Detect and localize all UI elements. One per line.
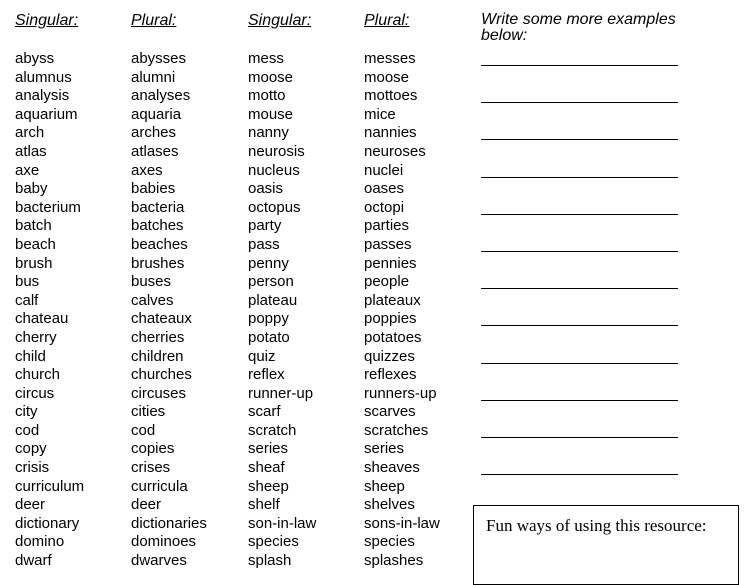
word-item: children: [131, 347, 184, 365]
word-item: buses: [131, 273, 172, 291]
word-item: potato: [248, 328, 290, 346]
plural-column-2: [364, 12, 440, 571]
word-item: people: [364, 273, 410, 291]
word-item: chateau: [15, 310, 69, 328]
word-item: deer: [15, 496, 46, 514]
word-item: shelves: [364, 496, 415, 514]
word-item: sheep: [248, 477, 289, 495]
word-item: son-in-law: [248, 514, 317, 532]
word-item: cod: [131, 421, 156, 439]
writing-line[interactable]: [481, 437, 678, 474]
word-item: poppy: [248, 310, 289, 328]
writing-line[interactable]: [481, 251, 678, 288]
word-item: neurosis: [248, 142, 305, 160]
word-item: brush: [15, 254, 53, 272]
word-item: pass: [248, 235, 280, 253]
word-item: cherries: [131, 328, 185, 346]
word-item: crisis: [15, 459, 50, 477]
word-item: arch: [15, 124, 45, 142]
word-item: curriculum: [15, 477, 85, 495]
word-item: dwarves: [131, 552, 187, 570]
word-item: child: [15, 347, 46, 365]
word-item: circuses: [131, 384, 187, 402]
word-item: reflexes: [364, 366, 417, 384]
singular-column-1: [15, 12, 84, 571]
word-item: moose: [364, 68, 410, 86]
word-list: [15, 50, 84, 571]
column-header: Plural:: [364, 12, 410, 29]
writing-line[interactable]: [481, 177, 678, 214]
column-header: Singular:: [15, 12, 79, 29]
word-item: sheaf: [248, 459, 285, 477]
word-item: runners-up: [364, 384, 437, 402]
word-item: chateaux: [131, 310, 192, 328]
word-item: poppies: [364, 310, 417, 328]
word-item: batches: [131, 217, 184, 235]
word-item: quizzes: [364, 347, 415, 365]
word-item: axe: [15, 161, 40, 179]
word-item: nuclei: [364, 161, 404, 179]
word-item: oasis: [248, 180, 284, 198]
word-item: abyss: [15, 50, 55, 67]
word-list: [131, 50, 207, 571]
word-item: alumnus: [15, 68, 72, 86]
word-item: city: [15, 403, 38, 421]
word-item: splash: [248, 552, 292, 570]
word-item: series: [364, 440, 405, 458]
writing-line[interactable]: [481, 214, 678, 251]
word-item: dictionaries: [131, 514, 207, 532]
word-item: bacterium: [15, 198, 81, 216]
word-item: churches: [131, 366, 192, 384]
word-item: sheep: [364, 477, 405, 495]
writing-line[interactable]: [481, 288, 678, 325]
word-item: nannies: [364, 124, 417, 142]
word-item: cherry: [15, 328, 57, 346]
word-item: reflex: [248, 366, 285, 384]
word-item: dictionary: [15, 514, 80, 532]
writing-line[interactable]: [481, 65, 678, 102]
writing-line[interactable]: [481, 139, 678, 176]
column-header: Plural:: [131, 12, 177, 29]
word-item: sons-in-law: [364, 514, 440, 532]
word-item: crises: [131, 459, 171, 477]
fun-ways-text: Fun ways of using this resource:: [486, 516, 707, 535]
word-item: octopus: [248, 198, 301, 216]
word-item: babies: [131, 180, 176, 198]
word-item: shelf: [248, 496, 280, 514]
word-item: arches: [131, 124, 177, 142]
word-item: aquaria: [131, 105, 182, 123]
word-item: neuroses: [364, 142, 426, 160]
word-item: analyses: [131, 87, 191, 105]
word-item: splashes: [364, 552, 424, 570]
word-item: runner-up: [248, 384, 314, 402]
word-item: analysis: [15, 87, 70, 105]
word-item: moose: [248, 68, 294, 86]
word-item: scarf: [248, 403, 281, 421]
word-item: atlases: [131, 142, 179, 160]
writing-line[interactable]: [481, 102, 678, 139]
word-item: person: [248, 273, 294, 291]
word-item: beach: [15, 235, 56, 253]
word-item: nucleus: [248, 161, 300, 179]
column-header: Singular:: [248, 12, 312, 29]
word-item: sheaves: [364, 459, 420, 477]
word-item: quiz: [248, 347, 276, 365]
word-list: [364, 50, 440, 571]
word-item: passes: [364, 235, 412, 253]
word-item: beaches: [131, 235, 188, 253]
word-item: baby: [15, 180, 48, 198]
word-item: species: [248, 533, 299, 551]
word-item: deer: [131, 496, 162, 514]
writing-line[interactable]: [481, 400, 678, 437]
word-item: aquarium: [15, 105, 78, 123]
word-item: church: [15, 366, 61, 384]
word-item: curricula: [131, 477, 188, 495]
word-item: parties: [364, 217, 410, 235]
word-item: copies: [131, 440, 175, 458]
word-item: cities: [131, 403, 166, 421]
word-item: species: [364, 533, 415, 551]
writing-lines: [481, 65, 678, 511]
word-item: dwarf: [15, 552, 52, 570]
word-item: motto: [248, 87, 286, 105]
word-item: plateaux: [364, 291, 421, 309]
singular-column-2: [248, 12, 316, 571]
word-item: scratches: [364, 421, 429, 439]
word-item: calves: [131, 291, 174, 309]
word-item: plateau: [248, 291, 298, 309]
word-item: dominoes: [131, 533, 197, 551]
word-item: brushes: [131, 254, 185, 272]
word-list: [248, 50, 316, 571]
word-item: batch: [15, 217, 52, 235]
writing-line[interactable]: [481, 325, 678, 362]
word-item: octopi: [364, 198, 405, 216]
word-item: penny: [248, 254, 289, 272]
word-item: messes: [364, 50, 416, 67]
word-item: party: [248, 217, 282, 235]
word-item: bacteria: [131, 198, 185, 216]
word-item: calf: [15, 291, 39, 309]
word-item: cod: [15, 421, 40, 439]
word-item: series: [248, 440, 289, 458]
word-item: nanny: [248, 124, 289, 142]
word-item: bus: [15, 273, 40, 291]
writing-line[interactable]: [481, 363, 678, 400]
word-item: circus: [15, 384, 55, 402]
plural-column-1: [131, 12, 207, 571]
word-item: mottoes: [364, 87, 418, 105]
fun-ways-box: [473, 505, 739, 585]
word-item: mouse: [248, 105, 294, 123]
examples-prompt: Write some more examples below:: [481, 11, 676, 44]
word-item: oases: [364, 180, 405, 198]
word-item: abysses: [131, 50, 187, 67]
word-item: domino: [15, 533, 65, 551]
word-item: mess: [248, 50, 284, 67]
word-item: alumni: [131, 68, 176, 86]
word-item: pennies: [364, 254, 417, 272]
word-item: copy: [15, 440, 47, 458]
word-item: axes: [131, 161, 163, 179]
word-item: scratch: [248, 421, 297, 439]
word-item: scarves: [364, 403, 416, 421]
word-item: potatoes: [364, 328, 422, 346]
word-item: atlas: [15, 142, 47, 160]
word-item: mice: [364, 105, 396, 123]
